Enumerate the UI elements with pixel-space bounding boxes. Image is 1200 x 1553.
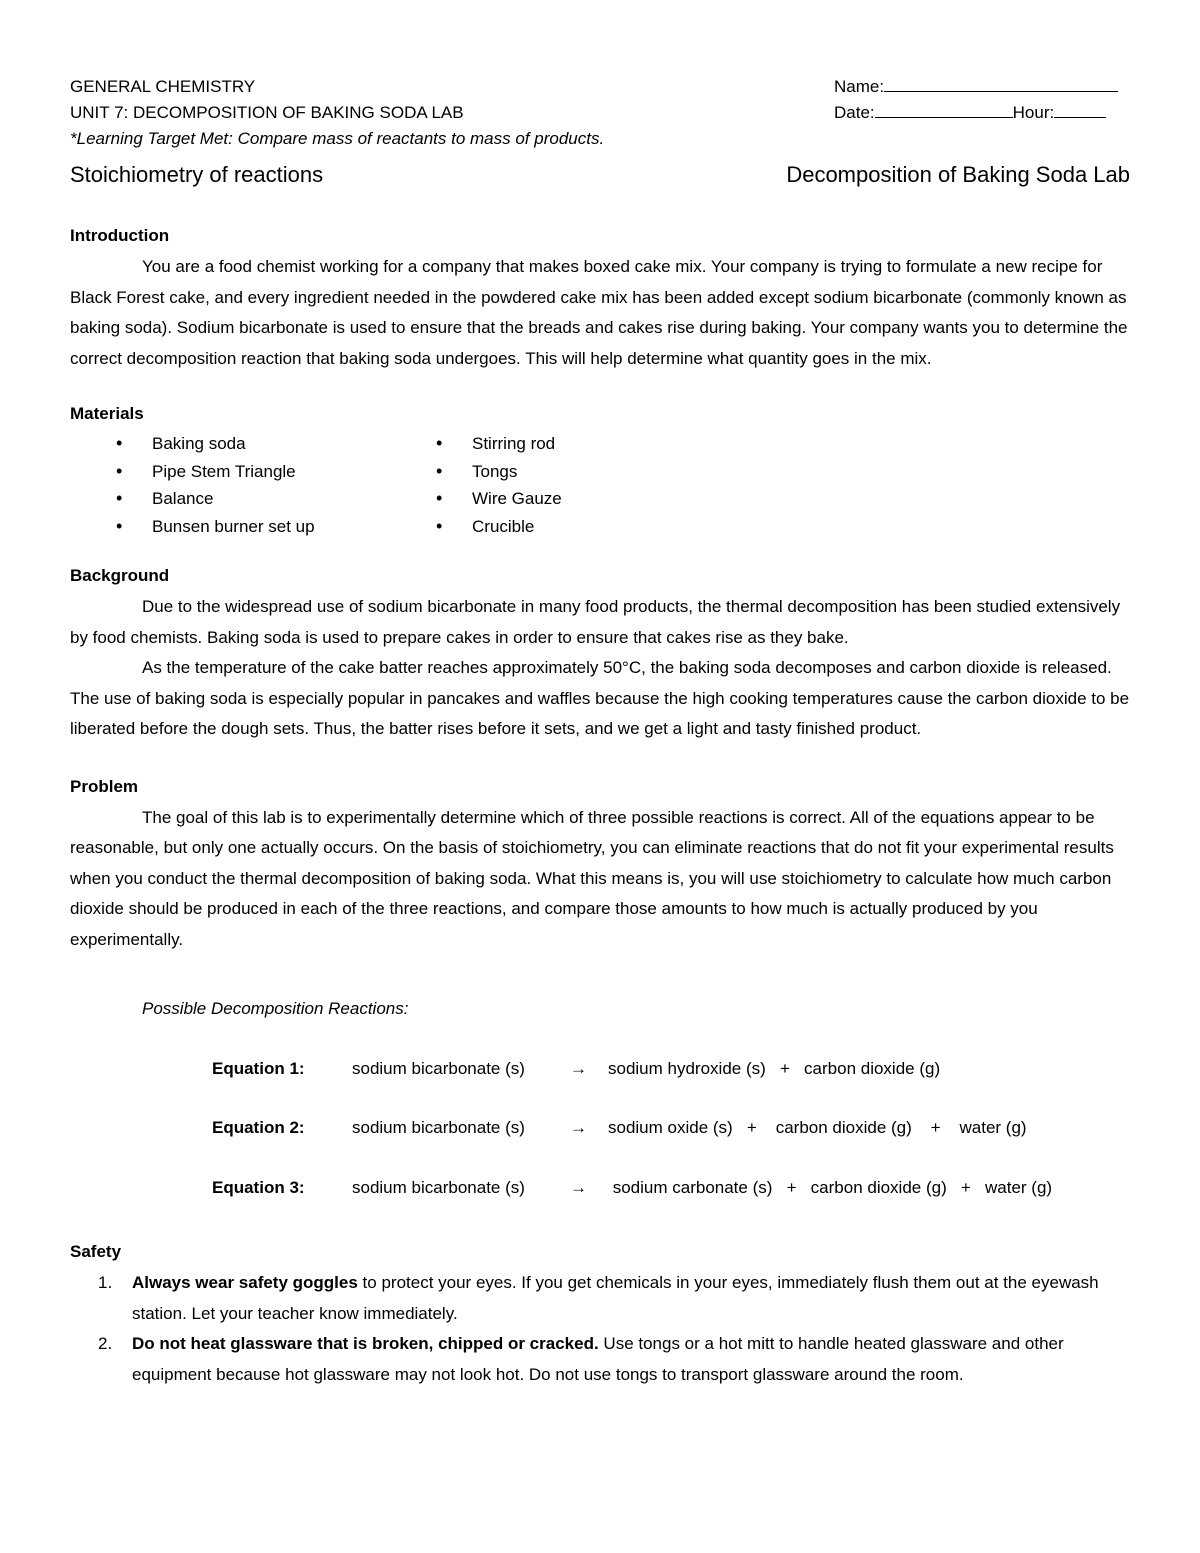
materials-list <box>70 430 1130 540</box>
list-item: • Crucible <box>390 513 562 541</box>
reactions-heading: Possible Decomposition Reactions: <box>142 999 409 1018</box>
list-item: • Wire Gauze <box>390 485 562 513</box>
materials-column-2 <box>390 430 562 540</box>
right-arrow-icon: → <box>570 1178 587 1197</box>
name-blank[interactable] <box>884 75 1118 92</box>
list-item: • Balance <box>70 485 390 513</box>
safety-list <box>70 1268 1130 1390</box>
introduction-text: You are a food chemist working for a company that makes boxed cake mix. Your company is trying to formulate a new recipe for Black Forest cake, and every ingredient needed in the powdered cake mix has been added except sodium bicarbonate (commonly known as baking soda). Sodium bicarbonate is used to ensure that the breads and cakes rise during baking. Your company wants you to determine the correct decomposition reaction that baking soda undergoes. This will help determine what quantity goes in the mix. <box>70 257 1128 368</box>
equation-reactant: sodium bicarbonate (s) <box>352 1178 525 1197</box>
title-row <box>70 160 1130 190</box>
problem-text: The goal of this lab is to experimentally determine which of three possible reactions is correct. All of the equations appear to be reasonable, but only one actually occurs. On the basis of stoichiometry, you can eliminate reactions that do not fit your experimental results when you conduct the thermal decomposition of baking soda. What this means is, you will use stoichiometry to calculate how much carbon dioxide should be produced in each of the three reactions, and compare those amounts to how much is actually produced by you experimentally. <box>70 807 1114 949</box>
equation-label: Equation 2: <box>212 1118 305 1137</box>
list-item <box>70 1329 1130 1390</box>
list-item: • Bunsen burner set up <box>70 513 390 541</box>
safety-rule-bold: Always wear safety goggles <box>132 1273 358 1292</box>
header-row-2 <box>70 100 1130 126</box>
date-hour-fields <box>834 100 1130 126</box>
equation-label: Equation 3: <box>212 1178 305 1197</box>
safety-rule-text: Use tongs or a hot mitt to handle heated glassware and other equipment because hot glassware may not look hot. Do not use tongs to transport glassware around the room. <box>132 1334 1064 1384</box>
title-right: Decomposition of Baking Soda Lab <box>786 162 1130 187</box>
materials-heading: Materials <box>70 404 144 423</box>
equation-reactant: sodium bicarbonate (s) <box>352 1118 525 1137</box>
title-left: Stoichiometry of reactions <box>70 162 324 187</box>
background-paragraph-1: Due to the widespread use of sodium bicarbonate in many food products, the thermal decomposition has been studied extensively by food chemists. Baking soda is used to prepare cakes in order to ensure that cakes rise as they bake. <box>70 597 1121 647</box>
header-row-1 <box>70 74 1130 100</box>
name-field <box>834 74 1130 100</box>
list-number: 2. <box>98 1334 113 1353</box>
list-item: • Tongs <box>390 458 562 486</box>
safety-rule-text: to protect your eyes. If you get chemicals in your eyes, immediately flush them out at the eyewash station. Let your teacher know immediately. <box>132 1273 1099 1323</box>
materials-column-1 <box>70 430 390 540</box>
equation-products: sodium hydroxide (s) + carbon dioxide (g) <box>608 1059 941 1078</box>
introduction-heading: Introduction <box>70 226 170 245</box>
right-arrow-icon: → <box>570 1118 587 1137</box>
unit-title: UNIT 7: DECOMPOSITION OF BAKING SODA LAB <box>70 103 464 122</box>
equation-3 <box>212 1176 1130 1200</box>
background-paragraph-2: As the temperature of the cake batter reaches approximately 50°C, the baking soda decomposes and carbon dioxide is released. The use of baking soda is especially popular in pancakes and waffles because the high cooking temperatures cause the carbon dioxide to be liberated before the dough sets. Thus, the batter rises before it sets, and we get a light and tasty finished product. <box>70 658 1130 738</box>
equation-products: sodium oxide (s) + carbon dioxide (g) + water (g) <box>608 1118 1027 1137</box>
list-item <box>70 1268 1130 1329</box>
safety-heading: Safety <box>70 1242 122 1261</box>
equation-products: sodium carbonate (s) + carbon dioxide (g) + water (g) <box>608 1178 1053 1197</box>
equation-label: Equation 1: <box>212 1059 305 1078</box>
equation-reactant: sodium bicarbonate (s) <box>352 1059 525 1078</box>
background-heading: Background <box>70 566 170 585</box>
right-arrow-icon: → <box>570 1059 587 1078</box>
list-item: • Pipe Stem Triangle <box>70 458 390 486</box>
worksheet-page <box>70 74 1130 1390</box>
course-name: GENERAL CHEMISTRY <box>70 77 256 96</box>
learning-target <box>70 126 1130 152</box>
date-label: Date: <box>834 103 875 122</box>
list-item: • Stirring rod <box>390 430 562 458</box>
list-item: • Baking soda <box>70 430 390 458</box>
equation-1 <box>212 1057 1130 1081</box>
list-number: 1. <box>98 1273 113 1292</box>
hour-blank[interactable] <box>1054 101 1106 118</box>
problem-heading: Problem <box>70 776 139 796</box>
safety-rule-bold: Do not heat glassware that is broken, chipped or cracked. <box>132 1334 599 1353</box>
date-blank[interactable] <box>875 101 1013 118</box>
learning-target-text: *Learning Target Met: Compare mass of reactants to mass of products. <box>70 129 605 148</box>
equation-2 <box>212 1116 1130 1140</box>
name-label: Name: <box>834 77 885 96</box>
hour-label: Hour: <box>1012 103 1055 122</box>
